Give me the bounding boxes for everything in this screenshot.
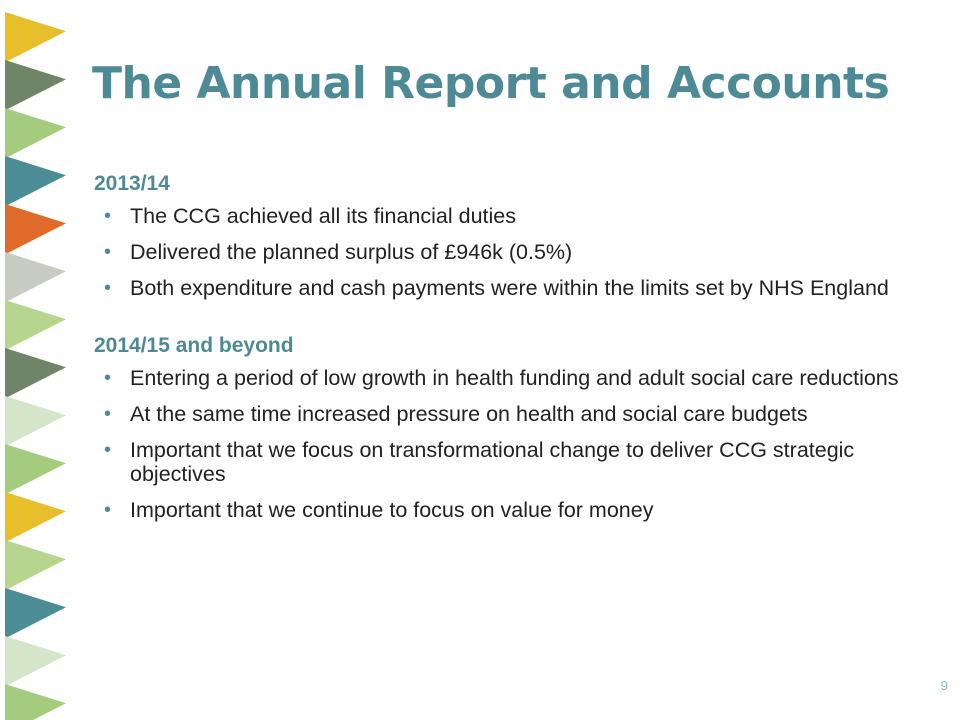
bullet-icon: • <box>104 403 112 425</box>
ribbon-triangle <box>5 636 66 686</box>
bullet-text: Entering a period of low growth in health funding and adult social care reductions <box>130 366 899 390</box>
ribbon-triangle <box>5 396 66 446</box>
ribbon-triangle <box>5 252 66 302</box>
list-item <box>94 438 914 486</box>
section-2014-15-and-beyond <box>94 334 914 522</box>
bullet-icon: • <box>104 277 112 299</box>
list-item <box>94 498 914 522</box>
bullet-text: Both expenditure and cash payments were within the limits set by NHS England <box>130 276 889 300</box>
bullet-text: Delivered the planned surplus of £946k (0.5%) <box>130 240 573 264</box>
bullet-text: Important that we focus on transformational change to deliver CCG strategic objectives <box>130 438 855 486</box>
slide-title: The Annual Report and Accounts <box>92 58 890 109</box>
slide-body <box>94 172 914 534</box>
ribbon-triangle <box>5 300 66 350</box>
bullet-text: The CCG achieved all its financial duties <box>130 204 516 228</box>
bullet-text: At the same time increased pressure on health and social care budgets <box>130 402 808 426</box>
ribbon-triangle <box>5 60 66 110</box>
page-number: 9 <box>940 678 948 693</box>
decorative-triangle-ribbon <box>0 0 70 720</box>
bullet-text: Important that we continue to focus on value for money <box>130 498 654 522</box>
bullet-icon: • <box>104 499 112 521</box>
bullet-list <box>94 204 914 300</box>
ribbon-triangle <box>5 108 66 158</box>
ribbon-triangle <box>5 348 66 398</box>
ribbon-triangle <box>5 204 66 254</box>
ribbon-triangle <box>5 444 66 494</box>
ribbon-triangle <box>5 492 66 542</box>
section-heading: 2014/15 and beyond <box>94 334 294 357</box>
section-2013-14 <box>94 172 914 300</box>
ribbon-triangle <box>5 540 66 590</box>
ribbon-triangle <box>5 684 66 720</box>
bullet-icon: • <box>104 439 112 461</box>
list-item <box>94 276 914 300</box>
bullet-icon: • <box>104 205 112 227</box>
list-item <box>94 240 914 264</box>
ribbon-triangle <box>5 156 66 206</box>
section-heading: 2013/14 <box>94 172 170 195</box>
bullet-icon: • <box>104 367 112 389</box>
list-item <box>94 402 914 426</box>
list-item <box>94 366 914 390</box>
bullet-list <box>94 366 914 522</box>
bullet-icon: • <box>104 241 112 263</box>
list-item <box>94 204 914 228</box>
ribbon-triangle <box>5 588 66 638</box>
ribbon-triangle <box>5 12 66 62</box>
